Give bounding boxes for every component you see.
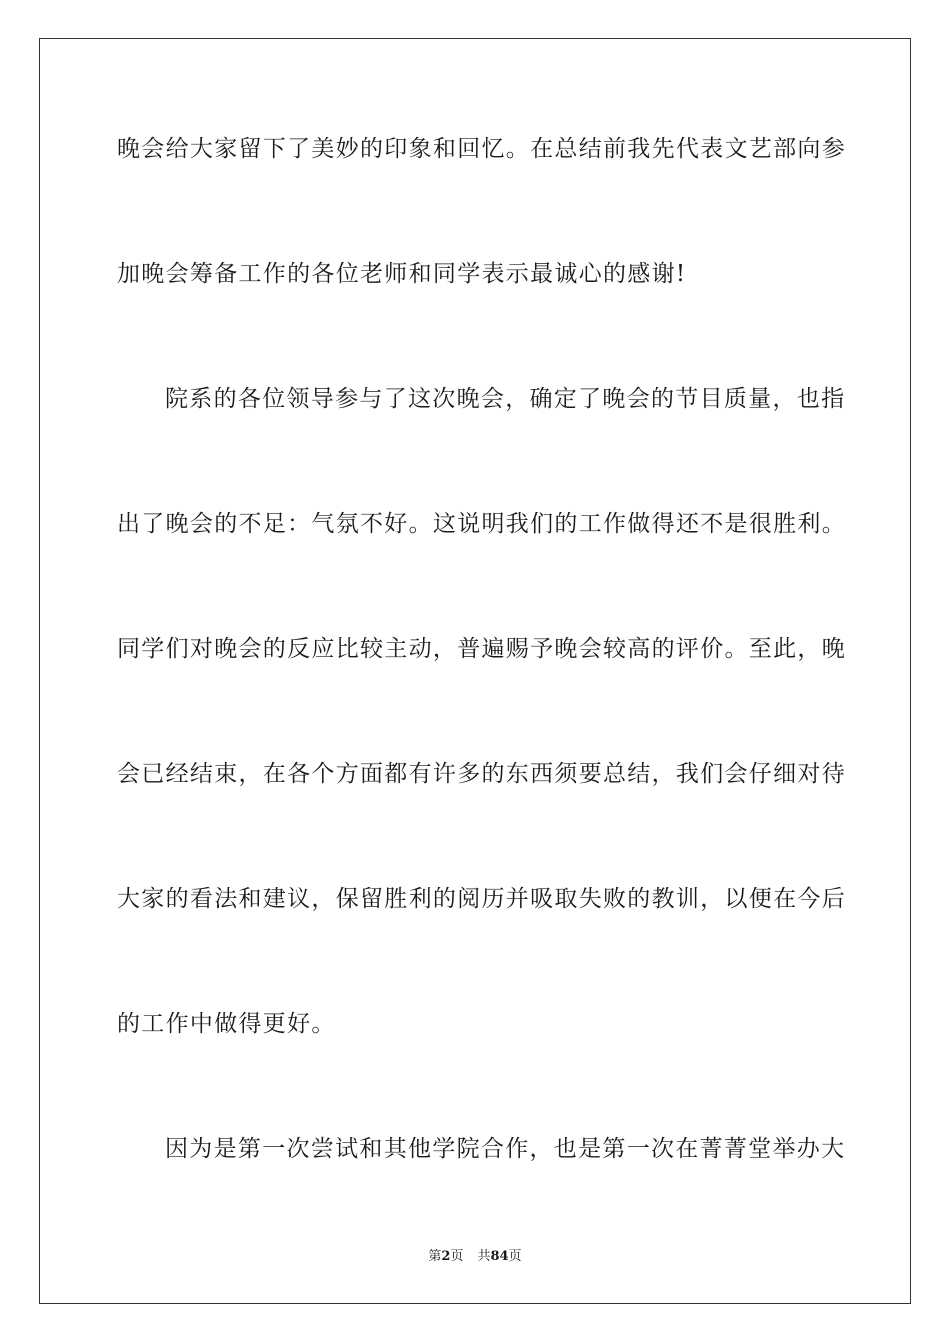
- text-line-5: 同学们对晚会的反应比较主动，普遍赐予晚会较高的评价。至此，晚: [117, 636, 846, 662]
- page-border: [39, 38, 911, 1304]
- page-suffix: 页: [450, 1249, 464, 1264]
- text-line-9: 因为是第一次尝试和其他学院合作，也是第一次在菁菁堂举办大: [165, 1136, 846, 1162]
- text-line-6: 会已经结束，在各个方面都有许多的东西须要总结，我们会仔细对待: [117, 761, 846, 787]
- text-line-4: 出了晚会的不足：气氛不好。这说明我们的工作做得还不是很胜利。: [117, 511, 846, 537]
- text-line-3: 院系的各位领导参与了这次晚会，确定了晚会的节目质量，也指: [165, 386, 846, 412]
- page-number: 2: [441, 1249, 451, 1264]
- total-suffix: 页: [508, 1249, 522, 1264]
- text-line-2: 加晚会筹备工作的各位老师和同学表示最诚心的感谢!: [117, 261, 687, 287]
- page-prefix: 第: [428, 1249, 442, 1264]
- page-footer: [0, 1248, 950, 1266]
- total-prefix: 共: [477, 1249, 491, 1264]
- text-line-1: 晚会给大家留下了美妙的印象和回忆。在总结前我先代表文艺部向参: [117, 136, 846, 162]
- text-line-7: 大家的看法和建议，保留胜利的阅历并吸取失败的教训，以便在今后: [117, 886, 846, 912]
- total-pages: 84: [490, 1249, 509, 1264]
- text-line-8: 的工作中做得更好。: [117, 1011, 336, 1037]
